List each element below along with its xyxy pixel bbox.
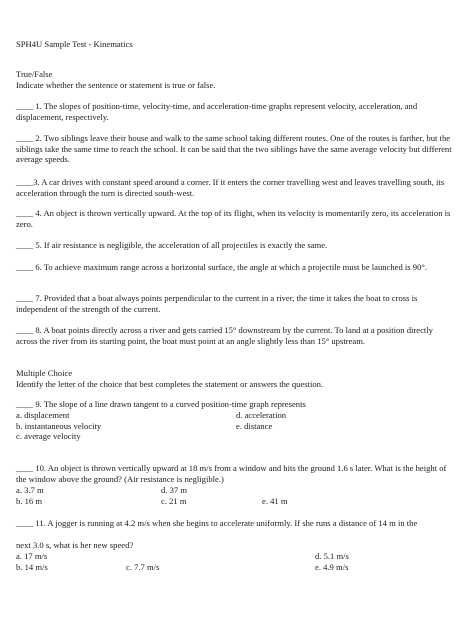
option-e: e. 41 m bbox=[262, 495, 288, 506]
option-b: b. instantaneous velocity bbox=[16, 420, 102, 431]
multiple-choice-instruction: Identify the letter of the choice that best completes the statement or answers the question. bbox=[16, 379, 324, 389]
option-a: a. 3.7 m bbox=[16, 485, 44, 495]
mc-question-10-options bbox=[16, 485, 456, 506]
option-d: d. 37 m bbox=[161, 485, 188, 495]
mc-question-11-stem-continued: next 3.0 s, what is her new speed? bbox=[16, 540, 134, 550]
mc-question-10-stem: ____ 10. An object is thrown vertically upward at 18 m/s from a window and hits the ground 1.6 s later. What is the height of the window above the ground? (Air resistance is negligible.) bbox=[16, 463, 447, 484]
option-d: d. acceleration bbox=[236, 410, 287, 420]
mc-question-11-options bbox=[16, 551, 456, 572]
document-title: SPH4U Sample Test - Kinematics bbox=[16, 39, 133, 49]
multiple-choice-heading: Multiple Choice bbox=[16, 368, 73, 378]
option-c: c. 7.7 m/s bbox=[126, 561, 160, 572]
option-e: e. 4.9 m/s bbox=[315, 561, 349, 572]
tf-question-8: ____ 8. A boat points directly across a river and gets carried 15° downstream by the current. To land at a position directly across the river from its starting point, the boat must point at an angle slightly less than 15° upstream. bbox=[16, 325, 433, 346]
option-d: d. 5.1 m/s bbox=[315, 551, 349, 561]
tf-question-7: ____ 7. Provided that a boat always points perpendicular to the current in a river, the time it takes the boat to cross is independent of the strength of the current. bbox=[16, 293, 418, 314]
tf-question-3: ____3. A car drives with constant speed around a corner. If it enters the corner travelling west and leaves travelling south, its acceleration through the turn is directed south-west. bbox=[16, 177, 445, 198]
true-false-heading: True/False bbox=[16, 69, 53, 79]
option-c: c. average velocity bbox=[16, 431, 81, 442]
tf-question-1: ____ 1. The slopes of position-time, velocity-time, and acceleration-time graphs represent velocity, acceleration, and displacement, respectively. bbox=[16, 101, 418, 122]
option-b: b. 16 m bbox=[16, 495, 43, 506]
option-c: c. 21 m bbox=[161, 495, 187, 506]
tf-question-5: ____ 5. If air resistance is negligible, the acceleration of all projectiles is exactly the same. bbox=[16, 240, 328, 250]
mc-question-9-stem: ____ 9. The slope of a line drawn tangent to a curved position-time graph represents bbox=[16, 399, 306, 409]
tf-question-6: ____ 6. To achieve maximum range across a horizontal surface, the angle at which a projectile must be launched is 90°. bbox=[16, 262, 427, 272]
mc-question-9-options bbox=[16, 410, 456, 442]
option-a: a. displacement bbox=[16, 410, 70, 420]
mc-question-11-stem: ____ 11. A jogger is running at 4.2 m/s when she begins to accelerate uniformly. If she runs a distance of 14 m in the bbox=[16, 518, 418, 528]
option-b: b. 14 m/s bbox=[16, 561, 48, 572]
true-false-instruction: Indicate whether the sentence or statement is true or false. bbox=[16, 80, 216, 90]
tf-question-2: ____ 2. Two siblings leave their house and walk to the same school taking different routes. One of the routes is farther, but the siblings take the same time to reach the school. It can be said that the two siblings have the same average velocity but different average speeds. bbox=[16, 133, 452, 165]
option-a: a. 17 m/s bbox=[16, 551, 48, 561]
tf-question-4: ____ 4. An object is thrown vertically upward. At the top of its flight, when its velocity is momentarily zero, its acceleration is zero. bbox=[16, 208, 451, 229]
option-e: e. distance bbox=[236, 420, 273, 431]
